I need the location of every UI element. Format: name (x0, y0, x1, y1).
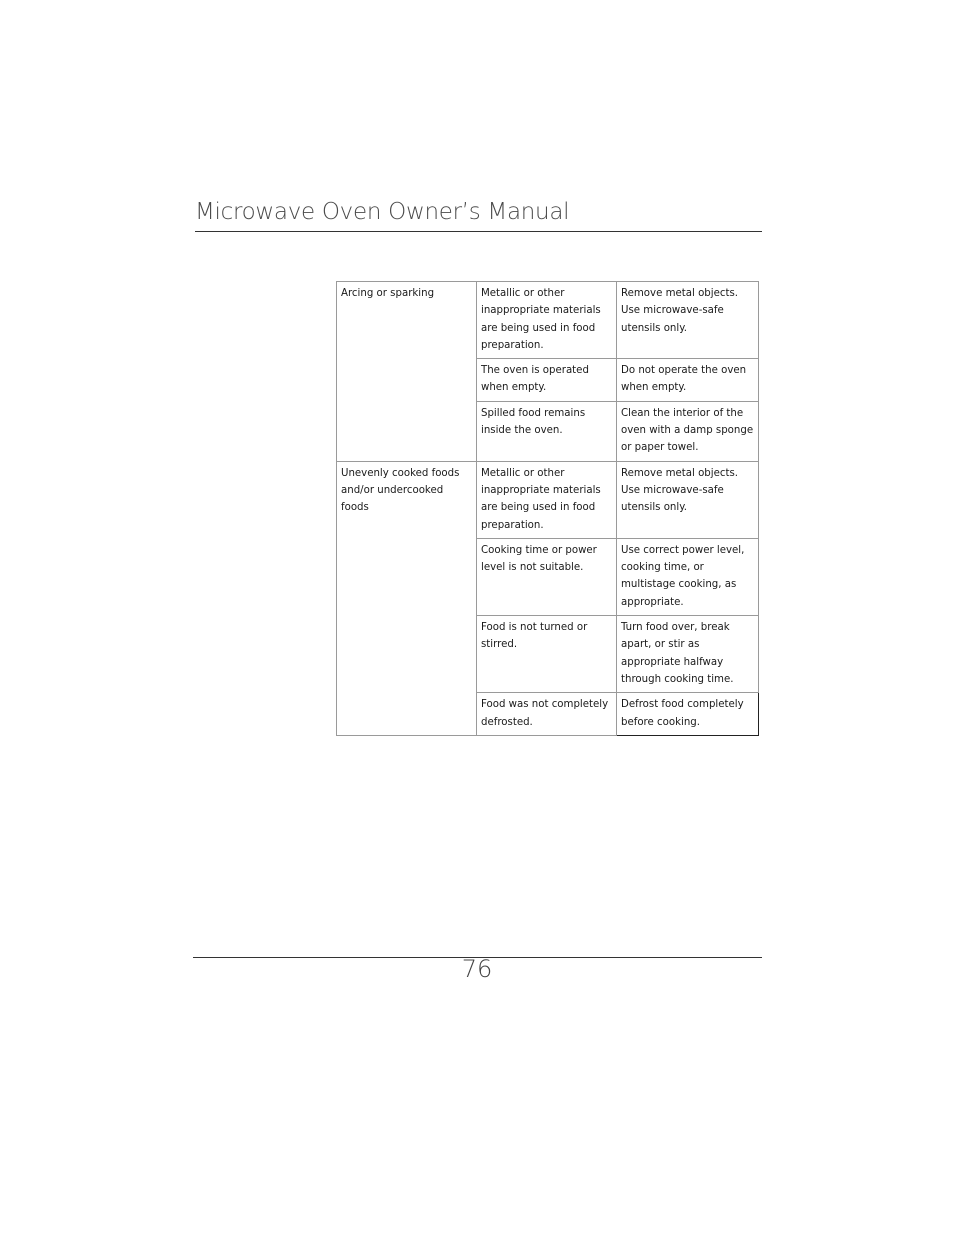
solution-cell: Remove metal objects. Use microwave-safe utensils only. (617, 461, 759, 538)
cause-cell: Metallic or other inappropriate materials are being used in food preparation. (477, 461, 617, 538)
problem-cell: Unevenly cooked foods and/or undercooked foods (337, 461, 477, 735)
cause-cell: Food was not completely defrosted. (477, 693, 617, 736)
header-divider (195, 231, 762, 232)
solution-cell: Defrost food completely before cooking. (617, 693, 759, 736)
solution-cell: Do not operate the oven when empty. (617, 359, 759, 402)
cause-cell: Cooking time or power level is not suitable. (477, 538, 617, 615)
cause-cell: The oven is operated when empty. (477, 359, 617, 402)
cause-cell: Metallic or other inappropriate materials are being used in food preparation. (477, 282, 617, 359)
solution-cell: Clean the interior of the oven with a damp sponge or paper towel. (617, 401, 759, 461)
problem-cell: Arcing or sparking (337, 282, 477, 462)
troubleshooting-table (336, 281, 759, 736)
solution-cell: Use correct power level, cooking time, or multistage cooking, as appropriate. (617, 538, 759, 615)
document-title: Microwave Oven Owner’s Manual (195, 199, 570, 225)
cause-cell: Spilled food remains inside the oven. (477, 401, 617, 461)
page-number: 76 (461, 955, 493, 983)
cause-cell: Food is not turned or stirred. (477, 616, 617, 693)
solution-cell: Remove metal objects. Use microwave-safe utensils only. (617, 282, 759, 359)
solution-cell: Turn food over, break apart, or stir as appropriate halfway through cooking time. (617, 616, 759, 693)
table-row (337, 461, 759, 538)
table-row (337, 282, 759, 359)
